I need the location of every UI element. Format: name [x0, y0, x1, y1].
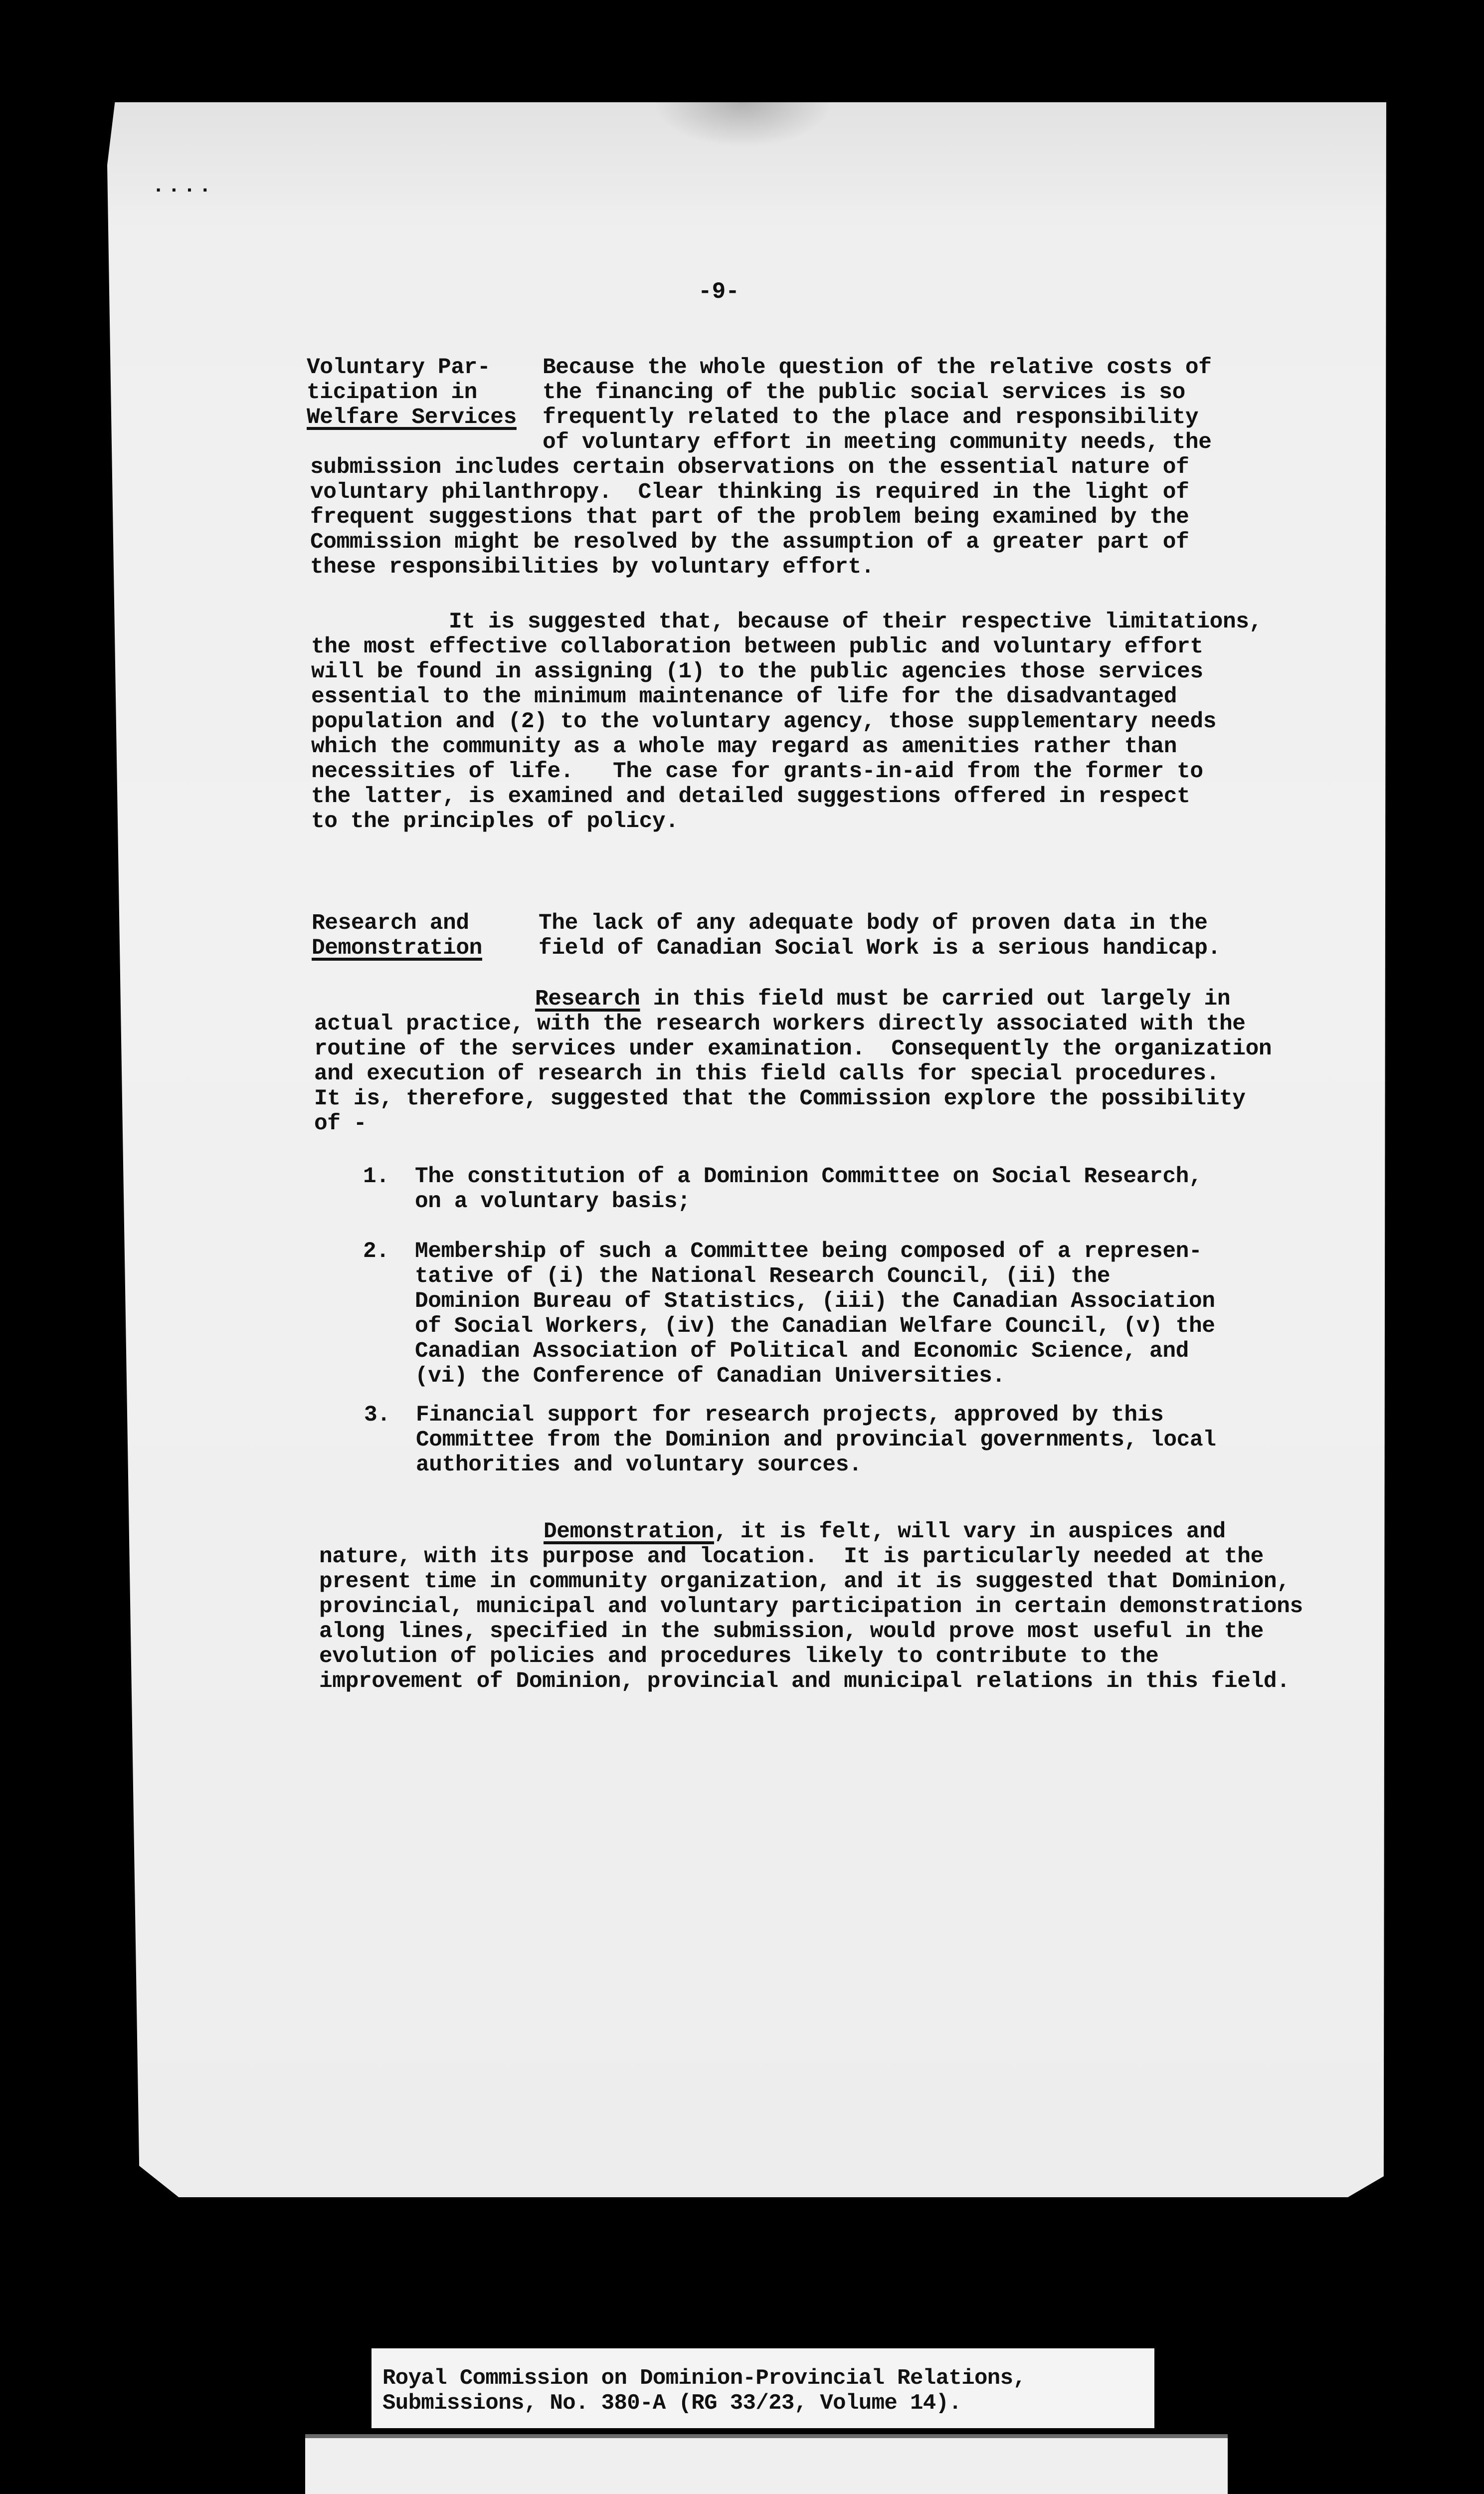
text-line: voluntary philanthropy. Clear thinking is required in the light of [310, 480, 1189, 505]
text-line: Dominion Bureau of Statistics, (iii) the Canadian Association [415, 1289, 1215, 1314]
text-fragment: in this field must be carried out largely in [640, 987, 1231, 1012]
text-line [363, 1164, 1202, 1189]
archive-reference-label [371, 2348, 1154, 2428]
heading-line: Welfare Services [307, 405, 517, 430]
list-item [364, 1403, 1216, 1477]
text-line: to the principles of policy. [311, 809, 679, 834]
text-line: will be found in assigning (1) to the public agencies those services [311, 659, 1203, 684]
text-line: along lines, specified in the submission, would prove most useful in the [319, 1619, 1264, 1644]
text-line: which the community as a whole may regard as amenities rather than [311, 734, 1177, 759]
text-line: field of Canadian Social Work is a serious handicap. [539, 936, 1221, 961]
emphasis-research: Research [535, 987, 640, 1012]
text-line: provincial, municipal and voluntary participation in certain demonstrations [319, 1594, 1303, 1619]
archive-reference-line: Royal Commission on Dominion-Provincial Relations, [382, 2366, 1026, 2391]
text-line: Committee from the Dominion and provincial governments, local [416, 1428, 1216, 1453]
list-item [363, 1164, 1202, 1214]
text-line: routine of the services under examination. Consequently the organization [314, 1037, 1272, 1061]
text-line: actual practice, with the research workers directly associated with the [314, 1012, 1246, 1037]
text-line: population and (2) to the voluntary agency, those supplementary needs [311, 709, 1217, 734]
paragraph-demonstration [319, 1519, 1303, 1694]
text-line [319, 1519, 1303, 1544]
text-line: of - [314, 1111, 367, 1136]
text-line [364, 1403, 1216, 1428]
text-line: and execution of research in this field calls for special procedures. [314, 1061, 1220, 1086]
list-item-text: Membership of such a Committee being composed of a represen- [415, 1239, 1202, 1264]
text-fragment: , it is felt, will vary in auspices and [714, 1519, 1226, 1544]
paragraph-voluntary-intro-cont [310, 455, 1189, 580]
text-line: nature, with its purpose and location. It is particularly needed at the [319, 1544, 1264, 1569]
text-line: essential to the minimum maintenance of life for the disadvantaged [311, 684, 1177, 709]
text-line: of Social Workers, (iv) the Canadian Welfare Council, (v) the [415, 1314, 1215, 1339]
text-line [314, 987, 1272, 1012]
heading-line: Voluntary Par- [307, 355, 491, 380]
archive-stamp [305, 2434, 1228, 2494]
heading-line: Research and [312, 911, 469, 936]
emphasis-demonstration: Demonstration [544, 1519, 714, 1544]
corner-marks: .... [152, 174, 214, 198]
list-number: 3. [364, 1403, 390, 1428]
paragraph-research-intro [539, 911, 1221, 961]
list-number: 2. [363, 1239, 389, 1264]
section-heading-research-demonstration [312, 911, 521, 961]
text-line: The lack of any adequate body of proven data in the [539, 911, 1208, 936]
text-line: necessities of life. The case for grants-in-aid from the former to [311, 759, 1203, 784]
text-line: evolution of policies and procedures likely to contribute to the [319, 1644, 1159, 1669]
text-line: improvement of Dominion, provincial and municipal relations in this field. [319, 1669, 1290, 1694]
text-line: It is, therefore, suggested that the Commission explore the possibility [314, 1086, 1246, 1111]
list-number: 1. [363, 1164, 389, 1189]
text-line [363, 1239, 1215, 1264]
text-line: authorities and voluntary sources. [416, 1453, 862, 1477]
paper-stain [653, 102, 833, 147]
text-line: frequent suggestions that part of the problem being examined by the [310, 505, 1189, 530]
paragraph-research [314, 987, 1272, 1136]
heading-line: Demonstration [312, 936, 482, 961]
list-item [363, 1239, 1215, 1389]
text-line: Canadian Association of Political and Economic Science, and [415, 1339, 1189, 1364]
text-line: these responsibilities by voluntary effort. [310, 555, 875, 580]
list-item-text: Financial support for research projects, approved by this [416, 1403, 1164, 1428]
page-number: -9- [698, 279, 740, 305]
archive-reference-line: Submissions, No. 380-A (RG 33/23, Volume 14). [382, 2391, 962, 2416]
list-item-text: The constitution of a Dominion Committee on Social Research, [415, 1164, 1202, 1189]
text-line: present time in community organization, and it is suggested that Dominion, [319, 1569, 1290, 1594]
text-line: Because the whole question of the relative costs of [543, 355, 1212, 380]
paragraph-collaboration [311, 610, 1262, 834]
text-line: (vi) the Conference of Canadian Universities. [415, 1364, 1005, 1389]
paragraph-voluntary-intro [543, 355, 1212, 455]
text-line: of voluntary effort in meeting community needs, the [543, 430, 1212, 455]
heading-line: ticipation in [307, 380, 477, 405]
text-line: Commission might be resolved by the assumption of a greater part of [310, 530, 1189, 555]
section-heading-voluntary-participation [307, 355, 526, 430]
text-line: submission includes certain observations on the essential nature of [310, 455, 1189, 480]
text-line: the latter, is examined and detailed suggestions offered in respect [311, 784, 1190, 809]
text-line: frequently related to the place and responsibility [543, 405, 1199, 430]
text-line: the most effective collaboration between public and voluntary effort [311, 634, 1203, 659]
text-line: tative of (i) the National Research Council, (ii) the [415, 1264, 1111, 1289]
text-line: the financing of the public social services is so [543, 380, 1185, 405]
text-line: on a voluntary basis; [415, 1189, 691, 1214]
text-line: It is suggested that, because of their respective limitations, [449, 610, 1262, 634]
